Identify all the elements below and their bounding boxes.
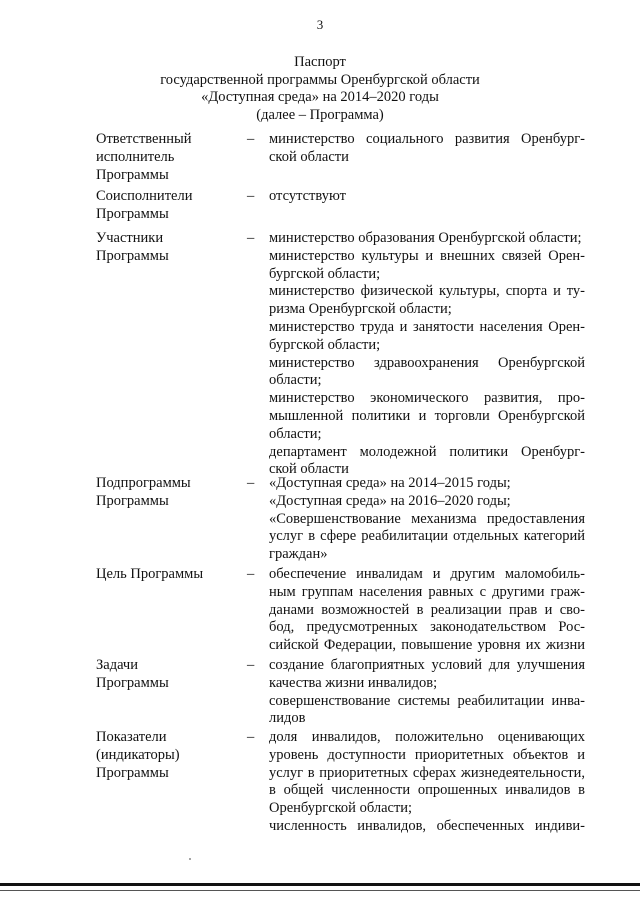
value-line: министерство образования Оренбургской области; xyxy=(269,230,582,246)
value-line: данами возможностей в реализации прав и сво- xyxy=(269,601,585,618)
value-line: обеспечение инвалидам и другим маломобиль- xyxy=(269,566,585,582)
row-label xyxy=(96,230,246,266)
row-label xyxy=(96,729,246,782)
label-line: Программы xyxy=(96,166,169,183)
value-line: бургской области; xyxy=(269,336,381,353)
value-line: ской области xyxy=(269,148,349,165)
row-dash: – xyxy=(247,729,255,745)
value-line: министерство социального развития Оренбург- xyxy=(269,131,585,147)
value-line: «Доступная среда» на 2016–2020 годы; xyxy=(269,492,511,509)
label-line: Показатели xyxy=(96,729,167,745)
value-line: бургской области; xyxy=(269,265,381,282)
label-line: исполнитель xyxy=(96,148,175,165)
value-line: области; xyxy=(269,372,322,389)
value-line: ризма Оренбургской области; xyxy=(269,301,452,318)
document-title xyxy=(0,54,640,124)
value-line: министерство физической культуры, спорта и ту- xyxy=(269,283,585,300)
row-label xyxy=(96,475,246,511)
value-line: Оренбургской области; xyxy=(269,800,413,817)
value-line: услуг в приоритетных сферах жизнедеятельности, xyxy=(269,764,585,781)
bottom-border-thin xyxy=(0,890,640,891)
scan-speck xyxy=(189,858,191,860)
title-line-passport: Паспорт xyxy=(294,54,346,70)
value-line: в общей численности опрошенных инвалидов в xyxy=(269,782,585,799)
value-line: министерство культуры и внешних связей Орен- xyxy=(269,247,585,264)
value-line: министерство здравоохранения Оренбургской xyxy=(269,354,585,371)
row-value xyxy=(269,657,585,728)
value-line: министерство труда и занятости населения Орен- xyxy=(269,318,585,335)
bottom-border-thick xyxy=(0,883,640,886)
label-line: (индикаторы) xyxy=(96,746,180,763)
value-line: создание благоприятных условий для улучшения xyxy=(269,657,585,673)
value-line: мышленной политики и торговли Оренбургской xyxy=(269,407,585,424)
label-line: Программы xyxy=(96,674,169,691)
row-value xyxy=(269,566,585,655)
label-line: Подпрограммы xyxy=(96,475,191,491)
label-line: Участники xyxy=(96,230,164,246)
row-label xyxy=(96,131,246,184)
label-line: Цель Программы xyxy=(96,566,204,582)
row-dash: – xyxy=(247,657,255,673)
row-value xyxy=(269,131,585,167)
row-dash: – xyxy=(247,230,255,246)
value-line: лидов xyxy=(269,710,306,727)
label-line: Программы xyxy=(96,764,169,781)
label-line: Программы xyxy=(96,247,169,264)
title-line-program: государственной программы Оренбургской области xyxy=(160,71,480,88)
label-line: Программы xyxy=(96,492,169,509)
value-line: бод, предусмотренных законодательством Рос- xyxy=(269,619,585,636)
value-line: совершенствование системы реабилитации инва- xyxy=(269,692,585,709)
value-line: ской области xyxy=(269,461,349,478)
label-line: Программы xyxy=(96,205,169,222)
value-line: министерство экономического развития, про- xyxy=(269,390,585,407)
value-line: численность инвалидов, обеспеченных индиви- xyxy=(269,817,585,834)
value-line: отсутствуют xyxy=(269,188,346,204)
label-line: Соисполнители xyxy=(96,188,193,204)
row-dash: – xyxy=(247,566,255,582)
title-line-name: «Доступная среда» на 2014–2020 годы xyxy=(201,89,439,105)
row-label xyxy=(96,657,246,693)
row-dash: – xyxy=(247,188,255,204)
page-number: 3 xyxy=(316,17,324,32)
value-line: уровень доступности приоритетных объектов и xyxy=(269,746,585,763)
value-line: «Совершенствование механизма предоставления xyxy=(269,510,585,527)
value-line: доля инвалидов, положительно оценивающих xyxy=(269,729,585,745)
label-line: Ответственный xyxy=(96,131,192,147)
value-line: качества жизни инвалидов; xyxy=(269,674,438,691)
label-line: Задачи xyxy=(96,657,138,673)
row-value xyxy=(269,188,585,206)
value-line: ным группам населения равных с другими граж- xyxy=(269,583,585,600)
value-line: «Доступная среда» на 2014–2015 годы; xyxy=(269,475,511,491)
row-dash: – xyxy=(247,475,255,491)
value-line: департамент молодежной политики Оренбург- xyxy=(269,443,585,460)
row-dash: – xyxy=(247,131,255,147)
value-line: граждан» xyxy=(269,546,328,563)
row-value xyxy=(269,230,585,479)
row-label xyxy=(96,566,246,584)
row-label xyxy=(96,188,246,224)
value-line: услуг в сфере реабилитации отдельных категорий xyxy=(269,528,585,545)
row-value xyxy=(269,729,585,836)
title-line-abbrev: (далее – Программа) xyxy=(256,106,384,123)
row-value xyxy=(269,475,585,564)
value-line: сийской Федерации, повышение уровня их жизни xyxy=(269,637,585,654)
value-line: области; xyxy=(269,425,322,442)
